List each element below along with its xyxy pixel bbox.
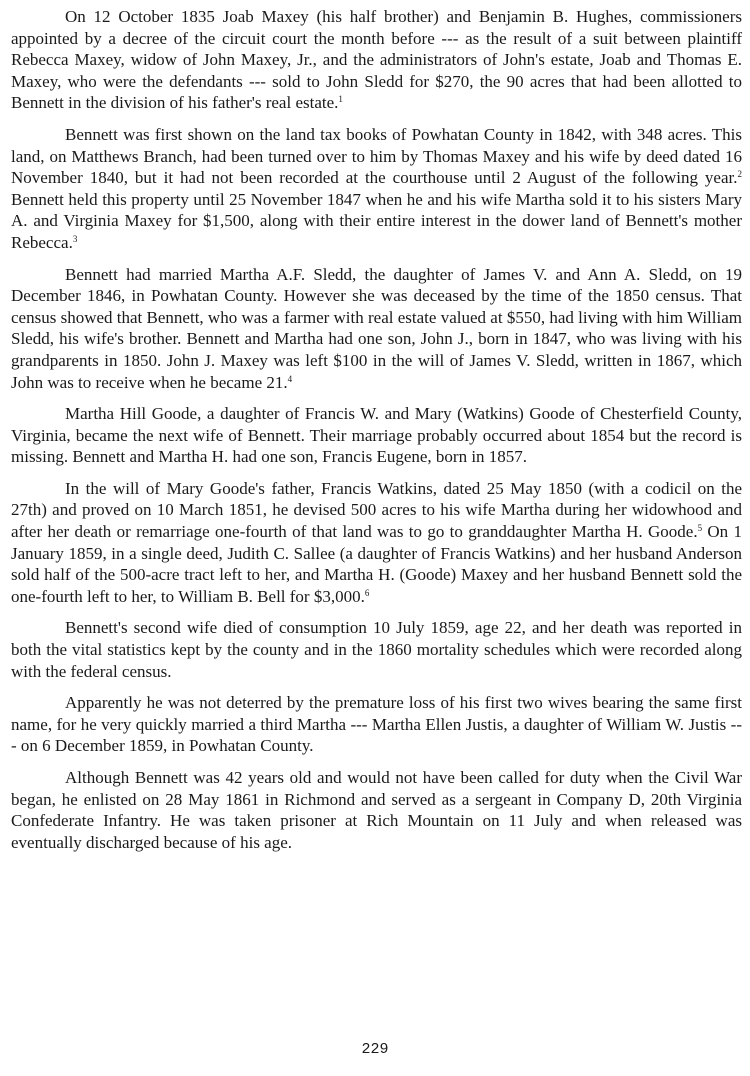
paragraph-3 [11,264,742,394]
paragraph-text: On 12 October 1835 Joab Maxey (his half brother) and Benjamin B. Hughes, commissioners appointed by a decree of the circuit court the month before --- as the result of a suit between plaintiff Rebecca Maxey, widow of John Maxey, Jr., and the administrators of John's estate, Joab and Thomas E. Maxey, who were the defendants --- sold to John Sledd for $270, the 90 acres that had been allotted to Bennett in the division of his father's real estate. [11,7,742,113]
paragraph-7 [11,692,742,757]
paragraph-text-continued: On 1 January 1859, in a single deed, Judith C. Sallee (a daughter of Francis Watkins) and her husband Anderson sold half of the 500-acre tract left to her, and Martha H. (Goode) Maxey and her husband Bennett sold the one-fourth left to her, to William B. Bell for $3,000. [11,522,743,606]
paragraph-text-continued: Bennett held this property until 25 November 1847 when he and his wife Martha sold it to his sisters Mary A. and Virginia Maxey for $1,500, along with their entire interest in the dower land of Bennett's mother Rebecca. [11,189,742,252]
footnote-marker: 2 [737,169,742,180]
footnote-marker: 1 [338,94,343,105]
paragraph-4 [11,403,742,468]
paragraph-1 [11,6,742,114]
footnote-marker: 6 [364,587,370,598]
footnote-marker: 4 [287,373,293,384]
footnote-marker: 3 [72,233,78,244]
paragraph-text: Although Bennett was 42 years old and would not have been called for duty when the Civil War began, he enlisted on 28 May 1861 in Richmond and served as a sergeant in Company D, 20th Virginia Confederate Infantry. He was taken prisoner at Rich Mountain on 11 July and when released was eventually discharged because of his age. [11,768,742,852]
document-page [11,6,742,863]
paragraph-5 [11,478,742,608]
paragraph-text: Martha Hill Goode, a daughter of Francis W. and Mary (Watkins) Goode of Chesterfield County, Virginia, became the next wife of Bennett. Their marriage probably occurred about 1854 but the record is missing. Bennett and Martha H. had one son, Francis Eugene, born in 1857. [11,404,742,467]
footnote-marker: 5 [697,523,703,534]
paragraph-text: Bennett was first shown on the land tax books of Powhatan County in 1842, with 348 acres. This land, on Matthews Branch, had been turned over to him by Thomas Maxey and his wife by deed dated 16 November 1840, but it had not been recorded at the courthouse until 2 August of the following year. [11,124,742,188]
paragraph-text: Apparently he was not deterred by the premature loss of his first two wives bearing the same first name, for he very quickly married a third Martha --- Martha Ellen Justis, a daughter of William W. Justis --- on 6 December 1859, in Powhatan County. [11,693,742,756]
paragraph-text: Bennett had married Martha A.F. Sledd, the daughter of James V. and Ann A. Sledd, on 19 December 1846, in Powhatan County. However she was deceased by the time of the 1850 census. That census showed that Bennett, who was a farmer with real estate valued at $550, had living with him William Sledd, his wife's brother. Bennett and Martha had one son, John J., born in 1847, who was living with his grandparents in 1850. John J. Maxey was left $100 in the will of James V. Sledd, written in 1867, which John was to receive when he became 21. [11,264,742,392]
paragraph-8 [11,767,742,853]
page-number: 229 [361,1041,389,1058]
paragraph-text: Bennett's second wife died of consumption 10 July 1859, age 22, and her death was reported in both the vital statistics kept by the county and in the 1860 mortality schedules which were recorded along with the federal census. [11,618,742,681]
paragraph-6 [11,617,742,682]
paragraph-text: In the will of Mary Goode's father, Francis Watkins, dated 25 May 1850 (with a codicil on the 27th) and proved on 10 March 1851, he devised 500 acres to his wife Martha during her widowhood and after her death or remarriage one-fourth of that land was to go to granddaughter Martha H. Goode. [11,478,742,542]
paragraph-2 [11,124,742,254]
